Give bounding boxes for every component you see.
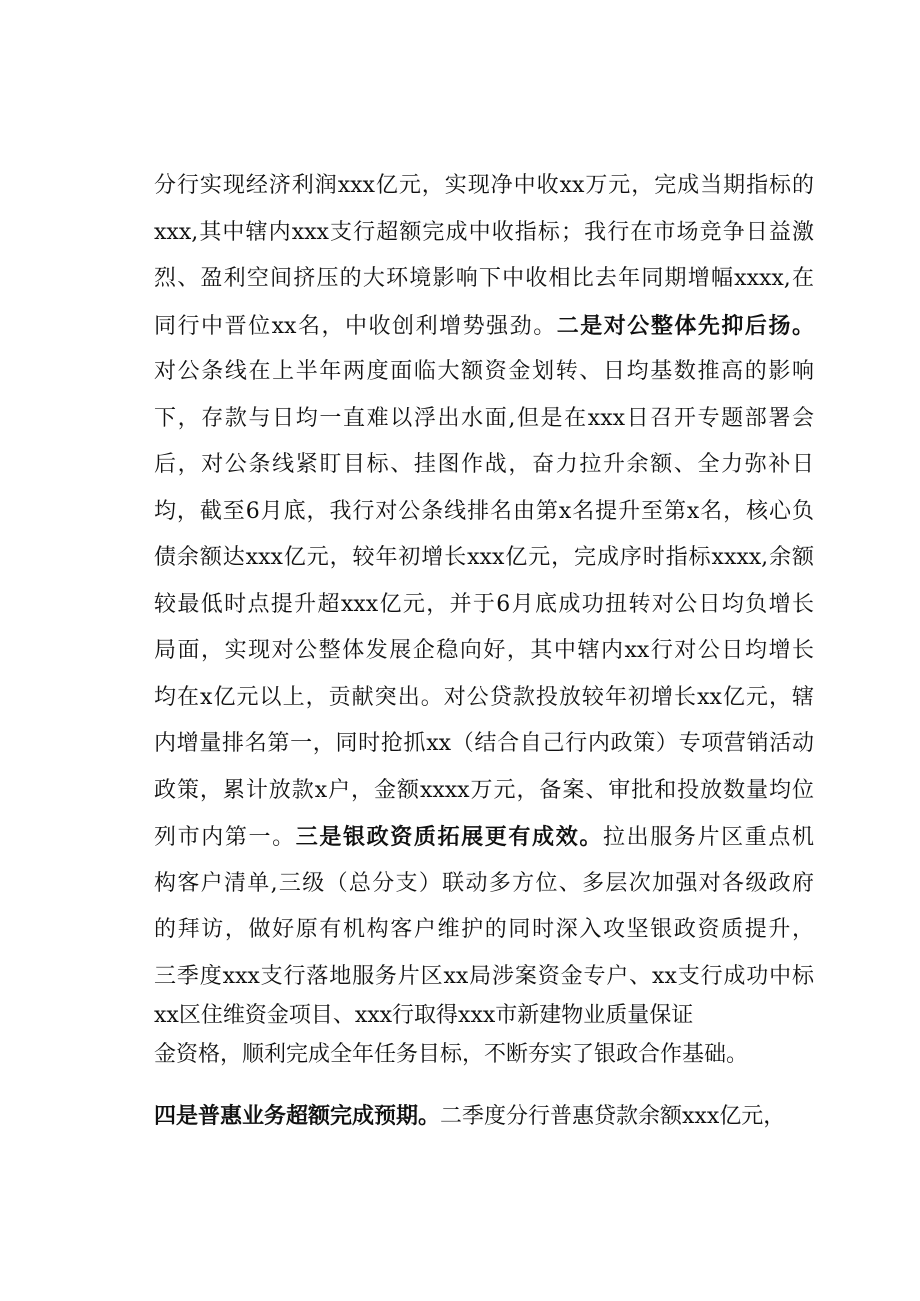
body-text-segment: 政策，累计放款x户，金额xxxx万元，备案、审批和投放数量均位 bbox=[154, 777, 814, 803]
body-text-segment: 的拜访，做好原有机构客户维护的同时深入攻坚银政资质提升， bbox=[154, 917, 814, 942]
body-text-segment: 局面，实现对公整体发展企稳向好，其中辖内xx行对公日均增长 bbox=[154, 638, 814, 663]
body-text-segment: xx区住维资金项目、xxx行取得xxx市新建物业质量保证 bbox=[154, 1003, 694, 1028]
body-text-segment: xxx,其中辖内xxx支行超额完成中收指标；我行在市场竞争日益激 bbox=[154, 219, 814, 245]
body-text-segment: 对公条线在上半年两度面临大额资金划转、日均基数推高的影响 bbox=[154, 359, 814, 384]
text-line bbox=[154, 1032, 814, 1079]
text-line bbox=[154, 1000, 814, 1032]
body-text-segment: 同行中晋位xx名，中收创利增势强劲。 bbox=[154, 313, 557, 339]
text-line bbox=[154, 1093, 814, 1140]
body-text-segment: 较最低时点提升超xxx亿元，并于6月底成功扭转对公日均负增长 bbox=[154, 591, 814, 617]
body-text-segment: 三季度xxx支行落地服务片区xx局涉案资金专户、xx支行成功中标 bbox=[154, 963, 814, 989]
text-line bbox=[154, 163, 814, 210]
text-line bbox=[154, 535, 814, 582]
text-line bbox=[154, 628, 814, 675]
text-line bbox=[154, 489, 814, 536]
body-text-segment: 后，对公条线紧盯目标、挂图作战，奋力拉升余额、全力弥补日 bbox=[154, 452, 814, 477]
text-line bbox=[154, 210, 814, 257]
body-text-segment: 下，存款与日均一直难以浮出水面,但是在xxx日召开专题部署会 bbox=[154, 405, 814, 431]
text-line bbox=[154, 814, 814, 861]
body-text-segment: 列市内第一。 bbox=[154, 825, 296, 850]
text-line bbox=[154, 349, 814, 396]
text-line bbox=[154, 303, 814, 350]
text-line bbox=[154, 954, 814, 1001]
body-text-segment: 拉出服务片区重点机 bbox=[602, 825, 814, 850]
body-text-segment: 债余额达xxx亿元，较年初增长xxx亿元，完成序时指标xxxx,余额 bbox=[154, 545, 814, 570]
text-line bbox=[154, 861, 814, 908]
body-text-segment: 内增量排名第一，同时抢抓xx（结合自己行内政策）专项营销活动 bbox=[154, 731, 814, 756]
body-text-segment: 分行实现经济利润xxx亿元，实现净中收xx万元，完成当期指标的 bbox=[154, 173, 814, 198]
text-line bbox=[154, 256, 814, 303]
body-text-segment: 烈、盈利空间挤压的大环境影响下中收相比去年同期增幅xxxx,在 bbox=[154, 266, 814, 291]
body-text-segment: 构客户清单,三级（总分支）联动多方位、多层次加强对各级政府 bbox=[154, 870, 814, 896]
body-text-segment: 金资格，顺利完成全年任务目标，不断夯实了银政合作基础。 bbox=[154, 1042, 749, 1067]
body-text-segment: 均，截至6月底，我行对公条线排名由第x名提升至第x名，核心负 bbox=[154, 498, 814, 524]
text-line bbox=[154, 675, 814, 722]
text-line bbox=[154, 442, 814, 489]
bold-heading-text: 三是银政资质拓展更有成效。 bbox=[295, 824, 603, 850]
body-text bbox=[154, 163, 814, 1139]
text-line bbox=[154, 907, 814, 954]
body-text-segment: 二季度分行普惠贷款余额xxx亿元， bbox=[440, 1103, 786, 1129]
text-line bbox=[154, 582, 814, 629]
bold-heading-text: 二是对公整体先抑后扬。 bbox=[556, 312, 814, 339]
text-line bbox=[154, 396, 814, 443]
text-line bbox=[154, 721, 814, 768]
text-line bbox=[154, 768, 814, 815]
bold-heading-text: 四是普惠业务超额完成预期。 bbox=[154, 1102, 441, 1129]
body-text-segment: 均在x亿元以上，贡献突出。对公贷款投放较年初增长xx亿元，辖 bbox=[154, 684, 814, 710]
